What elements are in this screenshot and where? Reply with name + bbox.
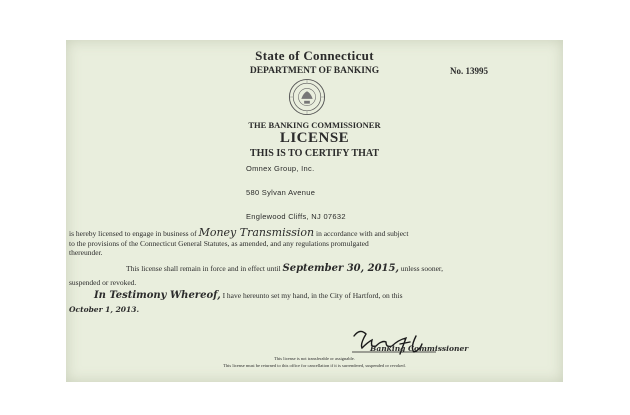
licensee-name: Omnex Group, Inc. <box>246 164 315 173</box>
business-type: Money Transmission <box>198 226 315 239</box>
paragraph-1-line-2: to the provisions of the Connecticut General Statutes, as amended, and any regulations promulgated <box>69 239 369 248</box>
testimony-phrase: In Testimony Whereof, <box>94 290 221 301</box>
paragraph-1-text-b: in accordance with and subject <box>315 229 409 238</box>
footer-notice-2: This license must be returned to this office for cancellation if it is surrendered, suspended or revoked. <box>223 363 406 368</box>
footer-notice-1: This license is not transferable or assignable. <box>274 356 355 361</box>
paragraph-2-text-a: This license shall remain in force and in effect until <box>126 264 281 273</box>
certify-heading: THIS IS TO CERTIFY THAT <box>249 148 380 159</box>
licensee-address-line2: Englewood Cliffs, NJ 07632 <box>246 212 346 221</box>
expiry-date: September 30, 2015, <box>282 263 399 274</box>
state-heading: State of Connecticut <box>255 48 374 63</box>
paragraph-1-text-a: is hereby licensed to engage in business of <box>69 229 197 238</box>
license-number: No. 13995 <box>450 66 488 76</box>
paragraph-3-line-1 <box>94 290 403 301</box>
signature-title: Banking Commissioner <box>370 344 469 353</box>
licensee-address-line1: 580 Sylvan Avenue <box>246 188 316 197</box>
commissioner-heading: THE BANKING COMMISSIONER <box>248 120 381 130</box>
paragraph-1-line-3: thereunder. <box>69 248 103 257</box>
paragraph-2-text-b: unless sooner, <box>400 264 443 273</box>
paragraph-2-line-1 <box>126 263 443 274</box>
department-heading: DEPARTMENT OF BANKING <box>249 66 380 76</box>
license-certificate <box>66 40 563 382</box>
license-title: LICENSE <box>279 130 350 146</box>
state-seal-icon <box>288 78 326 116</box>
paragraph-1-line-1 <box>69 226 408 239</box>
issue-date: October 1, 2013. <box>69 305 140 314</box>
paragraph-3-text-b: I have hereunto set my hand, in the City of Hartford, on this <box>222 291 403 300</box>
paragraph-2-line-2: suspended or revoked. <box>69 278 137 287</box>
